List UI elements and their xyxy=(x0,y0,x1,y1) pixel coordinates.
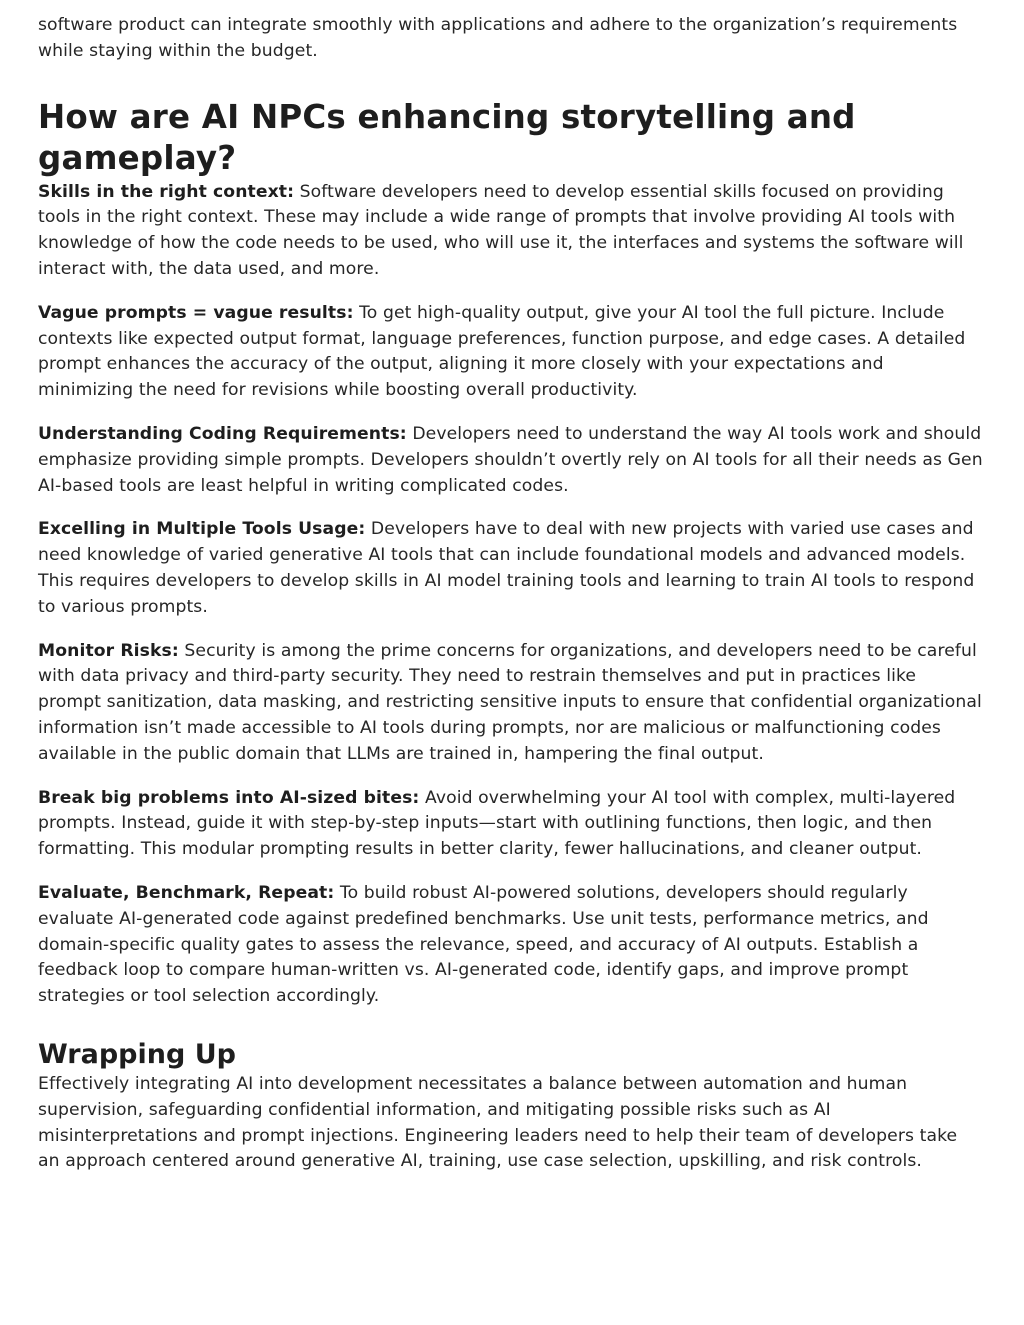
tip-text: Security is among the prime concerns for organizations, and developers need to be careful with data privacy and third-party security. They need to restrain themselves and put in practices like prompt sanitization, data masking, and restricting sensitive inputs to ensure that confidential organizational information isn’t made accessible to AI tools during prompts, nor are malicious or malfunctioning codes available in the public domain that LLMs are trained in, hampering the final output. xyxy=(38,640,982,764)
tip-lead: Understanding Coding Requirements: xyxy=(38,423,407,444)
tip-paragraph-skills-context xyxy=(38,180,984,283)
tip-paragraph-coding-requirements xyxy=(38,422,984,499)
tip-lead: Evaluate, Benchmark, Repeat: xyxy=(38,882,335,903)
section-heading: How are AI NPCs enhancing storytelling and gameplay? xyxy=(38,97,856,177)
tip-text: To build robust AI-powered solutions, developers should regularly evaluate AI-generated code against predefined benchmarks. Use unit tests, performance metrics, and domain-specific quality gates to assess the relevance, speed, and accuracy of AI outputs. Establish a feedback loop to compare human-written vs. AI-generated code, identify gaps, and improve prompt strategies or tool selection accordingly. xyxy=(38,882,929,1007)
wrapping-up-heading: Wrapping Up xyxy=(38,1038,236,1070)
tips-section xyxy=(38,180,984,1010)
tip-paragraph-multiple-tools xyxy=(38,517,984,620)
tip-lead: Monitor Risks: xyxy=(38,640,179,661)
intro-paragraph: software product can integrate smoothly with applications and adhere to the organization’s requirements while staying within the budget. xyxy=(38,15,958,61)
tip-paragraph-vague-prompts xyxy=(38,301,984,404)
tip-text: Avoid overwhelming your AI tool with complex, multi-layered prompts. Instead, guide it with step-by-step inputs—start with outlining functions, then logic, and then formatting. This modular prompting results in better clarity, fewer hallucinations, and cleaner output. xyxy=(38,787,956,860)
tip-lead: Vague prompts = vague results: xyxy=(38,302,354,323)
tip-lead: Skills in the right context: xyxy=(38,181,295,202)
tip-lead: Excelling in Multiple Tools Usage: xyxy=(38,519,366,540)
wrapping-up-paragraph: Effectively integrating AI into development necessitates a balance between automation and human supervision, safeguarding confidential information, and mitigating possible risks such as AI misinterpretations and prompt injections. Engineering leaders need to help their team of developers take an approach centered around generative AI, training, use case selection, upskilling, and risk controls. xyxy=(38,1073,958,1172)
tip-text: Developers need to understand the way AI tools work and should emphasize providing simple prompts. Developers shouldn’t overtly rely on AI tools for all their needs as Gen AI-based tools are least helpful in writing complicated codes. xyxy=(38,423,983,496)
tip-paragraph-monitor-risks xyxy=(38,639,984,768)
tip-text: Software developers need to develop essential skills focused on providing tools in the right context. These may include a wide range of prompts that involve providing AI tools with knowledge of how the code needs to be used, who will use it, the interfaces and systems the software will interact with, the data used, and more. xyxy=(38,181,964,279)
tip-text: Developers have to deal with new projects with varied use cases and need knowledge of varied generative AI tools that can include foundational models and advanced models. This requires developers to develop skills in AI model training tools and learning to train AI tools to respond to various prompts. xyxy=(38,519,975,617)
tip-paragraph-evaluate-benchmark xyxy=(38,881,984,1010)
tip-paragraph-ai-sized-bites xyxy=(38,786,984,863)
tip-text: To get high-quality output, give your AI tool the full picture. Include contexts like expected output format, language preferences, function purpose, and edge cases. A detailed prompt enhances the accuracy of the output, aligning it more closely with your expectations and minimizing the need for revisions while boosting overall productivity. xyxy=(38,302,966,401)
tip-lead: Break big problems into AI-sized bites: xyxy=(38,787,420,808)
